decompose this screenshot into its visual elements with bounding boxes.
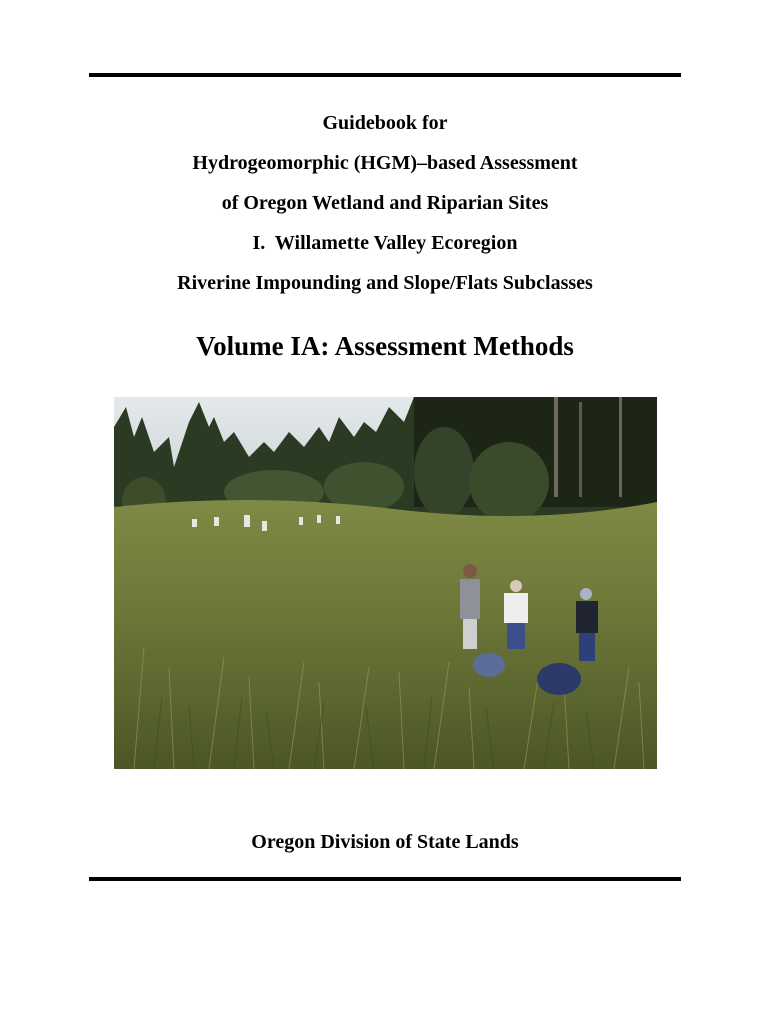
title-line-4: I. Willamette Valley Ecoregion	[252, 232, 518, 254]
publisher: Oregon Division of State Lands	[251, 831, 519, 853]
volume-title: Volume IA: Assessment Methods	[196, 331, 574, 361]
title-block	[0, 103, 770, 303]
cover-photo	[114, 397, 657, 769]
title-line-2: Hydrogeomorphic (HGM)–based Assessment	[192, 152, 578, 174]
title-line-1: Guidebook for	[322, 112, 448, 134]
title-line-3: of Oregon Wetland and Riparian Sites	[221, 192, 549, 214]
title-line-5: Riverine Impounding and Slope/Flats Subclasses	[177, 272, 593, 294]
top-rule	[89, 73, 681, 77]
bottom-rule	[89, 877, 681, 881]
